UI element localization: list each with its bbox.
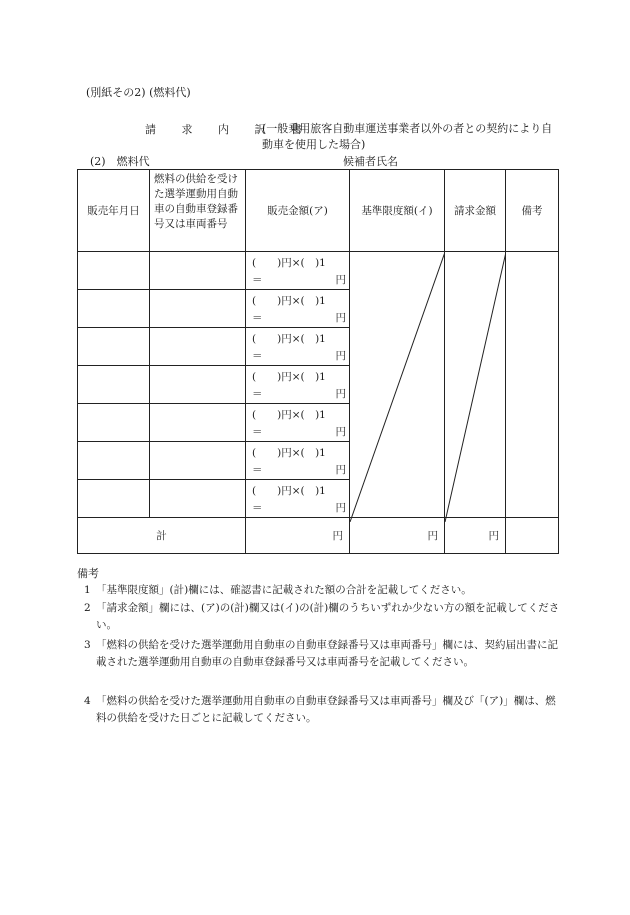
form-title: 請 求 内 訳 書 — [145, 123, 313, 136]
note-number: 1 — [84, 584, 91, 596]
remarks-merged-cell[interactable] — [506, 252, 559, 518]
calc-equals: ＝ — [252, 502, 263, 514]
calc-yen: 円 — [335, 350, 346, 362]
sales-amount-cell[interactable] — [246, 290, 350, 328]
note-text: 「燃料の供給を受けた選挙運動用自動車の自動車登録番号又は車両番号」欄には、契約届出書に記載された選挙運動用自動車の自動車登録番号又は車両番号を記載してください。 — [96, 639, 558, 668]
note-item — [84, 582, 564, 599]
date-cell[interactable] — [78, 290, 150, 328]
calc-formula: ( )円×( )1 — [252, 447, 326, 459]
note-text: 「基準限度額」(計)欄には、確認書に記載された額の合計を記載してください。 — [96, 584, 472, 596]
sales-amount-cell[interactable] — [246, 328, 350, 366]
col-header-date: 販売年月日 — [78, 170, 150, 252]
sales-amount-cell[interactable] — [246, 404, 350, 442]
registration-cell[interactable] — [150, 366, 246, 404]
total-limit-yen: 円 — [427, 530, 438, 542]
col-header-limit-amount: 基準限度額(イ) — [350, 170, 445, 252]
note-number: 2 — [84, 602, 91, 614]
date-cell[interactable] — [78, 328, 150, 366]
calc-formula: ( )円×( )1 — [252, 371, 326, 383]
total-claim-yen: 円 — [488, 530, 499, 542]
calc-equals: ＝ — [252, 274, 263, 286]
claim-diagonal-line — [445, 252, 506, 522]
total-remarks[interactable] — [506, 518, 559, 554]
col-header-claim-amount: 請求金額 — [445, 170, 506, 252]
registration-cell[interactable] — [150, 480, 246, 518]
registration-cell[interactable] — [150, 328, 246, 366]
notes-heading: 備考 — [77, 567, 99, 580]
sales-amount-cell[interactable] — [246, 480, 350, 518]
note-text: 「燃料の供給を受けた選挙運動用自動車の自動車登録番号又は車両番号」欄及び「(ア)」欄は、燃料の供給を受けた日ごとに記載してください。 — [96, 695, 556, 724]
candidate-name-label: 候補者氏名 — [343, 155, 398, 168]
total-sales-amount[interactable] — [246, 518, 350, 554]
calc-yen: 円 — [335, 388, 346, 400]
date-cell[interactable] — [78, 252, 150, 290]
calc-formula: ( )円×( )1 — [252, 409, 326, 421]
note-item — [84, 693, 564, 726]
form-title-note: (一般乗用旅客自動車運送事業者以外の者との契約により自動車を使用した場合) — [262, 122, 553, 151]
total-claim-amount[interactable] — [445, 518, 506, 554]
total-row — [78, 518, 559, 554]
date-cell[interactable] — [78, 480, 150, 518]
calc-equals: ＝ — [252, 464, 263, 476]
limit-amount-merged-cell — [350, 252, 445, 518]
sales-amount-cell[interactable] — [246, 252, 350, 290]
col-header-sales-amount: 販売金額(ア) — [246, 170, 350, 252]
calc-yen: 円 — [335, 426, 346, 438]
note-item — [84, 600, 564, 633]
calc-formula: ( )円×( )1 — [252, 485, 326, 497]
breakdown-table — [77, 169, 559, 554]
calc-equals: ＝ — [252, 312, 263, 324]
total-limit-amount[interactable] — [350, 518, 445, 554]
calc-equals: ＝ — [252, 350, 263, 362]
sales-amount-cell[interactable] — [246, 442, 350, 480]
calc-yen: 円 — [335, 312, 346, 324]
calc-formula: ( )円×( )1 — [252, 295, 326, 307]
sales-amount-cell[interactable] — [246, 366, 350, 404]
col-header-registration: 燃料の供給を受けた選挙運動用自動車の自動車登録番号又は車両番号 — [150, 170, 246, 252]
claim-amount-merged-cell — [445, 252, 506, 518]
date-cell[interactable] — [78, 404, 150, 442]
registration-cell[interactable] — [150, 404, 246, 442]
limit-diagonal-line — [350, 252, 445, 522]
total-label: 計 — [78, 518, 246, 554]
table-row — [78, 252, 559, 290]
col-header-remarks: 備考 — [506, 170, 559, 252]
section-label: (2) 燃料代 — [90, 155, 150, 168]
calc-yen: 円 — [335, 274, 346, 286]
registration-cell[interactable] — [150, 442, 246, 480]
calc-formula: ( )円×( )1 — [252, 257, 326, 269]
registration-cell[interactable] — [150, 290, 246, 328]
calc-equals: ＝ — [252, 388, 263, 400]
document-label: (別紙その2) (燃料代) — [86, 86, 191, 99]
note-number: 3 — [84, 639, 91, 651]
date-cell[interactable] — [78, 366, 150, 404]
header-row — [78, 170, 559, 252]
registration-cell[interactable] — [150, 252, 246, 290]
calc-yen: 円 — [335, 464, 346, 476]
note-text: 「請求金額」欄には、(ア)の(計)欄又は(イ)の(計)欄のうちいずれか少ない方の額を記載してください。 — [96, 602, 560, 631]
calc-yen: 円 — [335, 502, 346, 514]
calc-equals: ＝ — [252, 426, 263, 438]
calc-formula: ( )円×( )1 — [252, 333, 326, 345]
total-sales-yen: 円 — [332, 530, 343, 542]
note-number: 4 — [84, 695, 91, 707]
note-item — [84, 637, 564, 670]
date-cell[interactable] — [78, 442, 150, 480]
